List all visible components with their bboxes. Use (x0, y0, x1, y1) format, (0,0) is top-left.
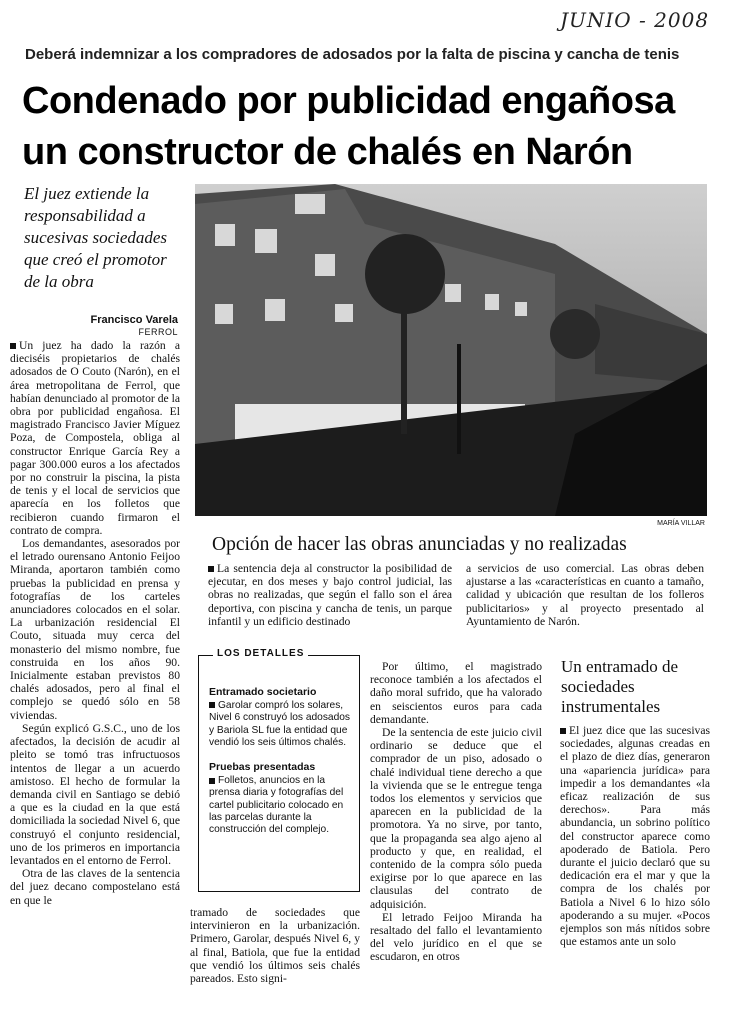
details-heading-1: Entramado societario (209, 686, 317, 698)
details-box (198, 648, 360, 892)
details-text-2: Folletos, anuncios en la prensa diaria y fotografías del cartel publicitario colocado en las parcelas durante la construcción del complejo. (209, 775, 344, 836)
kicker: Deberá indemnizar a los compradores de adosados por la falta de piscina y cancha de tenis (25, 46, 680, 63)
column-1-text (10, 339, 180, 907)
dateline-city: FERROL (138, 327, 178, 337)
headline-line-2: un constructor de chalés en Narón (22, 131, 633, 173)
handwritten-date: JUNIO - 2008 (560, 8, 710, 32)
column-4-text: El juez dice que las sucesivas sociedades, algunas creadas en el plazo de diez días, generaron una «apariencia jurídica» para impedir a los demandantes «la eficaz realización de sus derechos». Para más abundancia, un sobrino político del constructor aparece como apoderado de Batiola. Pero durante el juicio declaró que su dedicación era el mar y que la compra de los chalés por Batiola a Nivel 6 lo hizo sólo apoderando a su mujer. «Pocos ejemplos son más nítidos sobre que estamos ante un solo (560, 724, 710, 949)
sidebar-title: Un entramado de sociedades instrumentales (561, 657, 679, 716)
details-heading-2: Pruebas presentadas (209, 761, 316, 774)
subheadline: Opción de hacer las obras anunciadas y no realizadas (212, 534, 627, 555)
column-3-top-text: a servicios de uso comercial. Las obras deben ajustarse a las «características en cuanto a tamaño, calidad y ubicación que resultan de los folleros publicitarios» y al proyecto presentado al Ayuntamiento de Narón. (466, 562, 704, 628)
details-box-title: LOS DETALLES (213, 648, 308, 659)
byline: Francisco Varela (90, 314, 178, 326)
photo-houses-illustration (195, 184, 707, 516)
column-2-bottom-text: tramado de sociedades que intervinieron en la urbanización. Primero, Garolar, después Nivel 6, y al final, Batiola, que fue la entidad que vendió los últimos seis chalés pareados. Esto signi- (190, 906, 360, 986)
headline-line-1: Condenado por publicidad engañosa (22, 80, 675, 122)
bullet-square (208, 566, 214, 572)
paragraph: Los demandantes, asesorados por el letrado ourensano Antonio Feijoo Miranda, aportaron también como pruebas la publicidad en prensa y fotografías de los carteles anunciadores colocados en el solar. La urbanización residencial El Couto, situada muy cerca del monasterio del mismo nombre, fue construida en los años 90. Inicialmente estaban previstos 80 chalés adosados, pero al final el complejo se quedó sólo en 58 viviendas. (10, 537, 180, 722)
column-2-top-text: La sentencia deja al constructor la posibilidad de ejecutar, en dos meses y bajo control judicial, las obras no realizadas, que según el fallo son el área deportiva, con piscina y cancha de tenis, un parque infantil y un edificio destinado (208, 562, 452, 628)
bullet-square (10, 343, 16, 349)
details-text-1: Garolar compró los solares, Nivel 6 construyó los adosados y Bariola SL fue la entidad que vendió los seis últimos chalés. (209, 700, 351, 748)
article-photo (195, 184, 707, 516)
column-3-text: Por último, el magistrado reconoce también a los afectados el daño moral sufrido, que ha valorado en seiscientos euros para cada demandante. De la sentencia de este juicio civil ordinario se deduce que el comprador de un piso, adosado o chalé individual tiene derecho a que la vivienda que se le entregue tenga todos los elementos y servicios que aparecen en la publicidad de la promotora. Ya no sirve, por tanto, que la propaganda sea algo ajeno al producto y que, en realidad, el contenido de la compra sólo pueda exigirse por lo que aparece en las clausulas del contrato de adquisición. El letrado Feijoo Miranda ha resaltado del fallo el levantamiento del velo jurídico en el que se escudaron, en otros (370, 660, 542, 964)
paragraph: Un juez ha dado la razón a dieciséis propietarios de chalés adosados de O Couto (Narón), en el área metropolitana de Ferrol, que habían denunciado al promotor de la obra por publicidad engañosa. El magistrado Francisco Javier Míguez Poza, de Compostela, obliga al constructor Enrique García Rey a pagar 300.000 euros a los afectados por no construir la piscina, la pista de tenis y el local de servicios que aparecía en los folletos que recibieron cuando firmaron el contrato de compra. (10, 339, 180, 537)
photo-credit: MARÍA VILLAR (657, 520, 705, 527)
deck: El juez extiende la responsabilidad a sucesivas sociedades que creó el promotor de la obra (24, 184, 168, 291)
paragraph: Otra de las claves de la sentencia del juez decano compostelano está en que le (10, 867, 180, 907)
paragraph: Según explicó G.S.C., uno de los afectados, la decisión de acudir al pleito se tomó tras infructuosos intentos de llegar a un acuerdo amistoso. El hecho de formular la demanda civil en Santiago se debió a que es la ciudad en la que está domiciliada la sociedad Nivel 6, que construyó el conjunto residencial, uno de los primeros en importancia levantados en el entorno de Ferrol. (10, 721, 180, 867)
bullet-square (560, 728, 566, 734)
